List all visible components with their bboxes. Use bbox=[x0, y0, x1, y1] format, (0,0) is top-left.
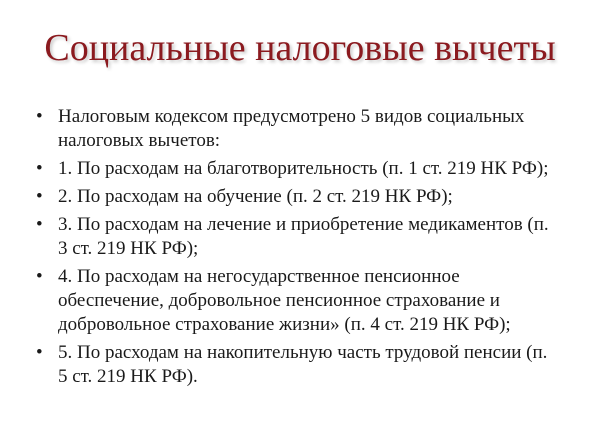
list-item-text: 3. По расходам на лечение и приобретение медикаментов (п. 3 ст. 219 НК РФ); bbox=[58, 214, 549, 259]
list-item bbox=[36, 105, 556, 153]
bullet-icon: • bbox=[36, 214, 43, 235]
list-item-text: 2. По расходам на обучение (п. 2 ст. 219 НК РФ); bbox=[58, 186, 453, 207]
list-item-text: 4. По расходам на негосударственное пенсионное обеспечение, добровольное пенсионное страхование и добровольное страхование жизни» (п. 4 ст. 219 НК РФ); bbox=[58, 266, 511, 335]
list-item bbox=[36, 265, 556, 337]
list-item bbox=[36, 341, 556, 389]
bullet-list bbox=[36, 105, 556, 393]
bullet-icon: • bbox=[36, 106, 43, 127]
list-item-text: 5. По расходам на накопительную часть трудовой пенсии (п. 5 ст. 219 НК РФ). bbox=[58, 342, 548, 387]
list-item bbox=[36, 157, 556, 181]
bullet-icon: • bbox=[36, 158, 43, 179]
list-item-text: Налоговым кодексом предусмотрено 5 видов социальных налоговых вычетов: bbox=[58, 106, 525, 151]
bullet-icon: • bbox=[36, 186, 43, 207]
slide-title: Социальные налоговые вычеты bbox=[44, 27, 556, 69]
bullet-icon: • bbox=[36, 342, 43, 363]
list-item bbox=[36, 185, 556, 209]
list-item-text: 1. По расходам на благотворительность (п. 1 ст. 219 НК РФ); bbox=[58, 158, 549, 179]
list-item bbox=[36, 213, 556, 261]
bullet-icon: • bbox=[36, 266, 43, 287]
